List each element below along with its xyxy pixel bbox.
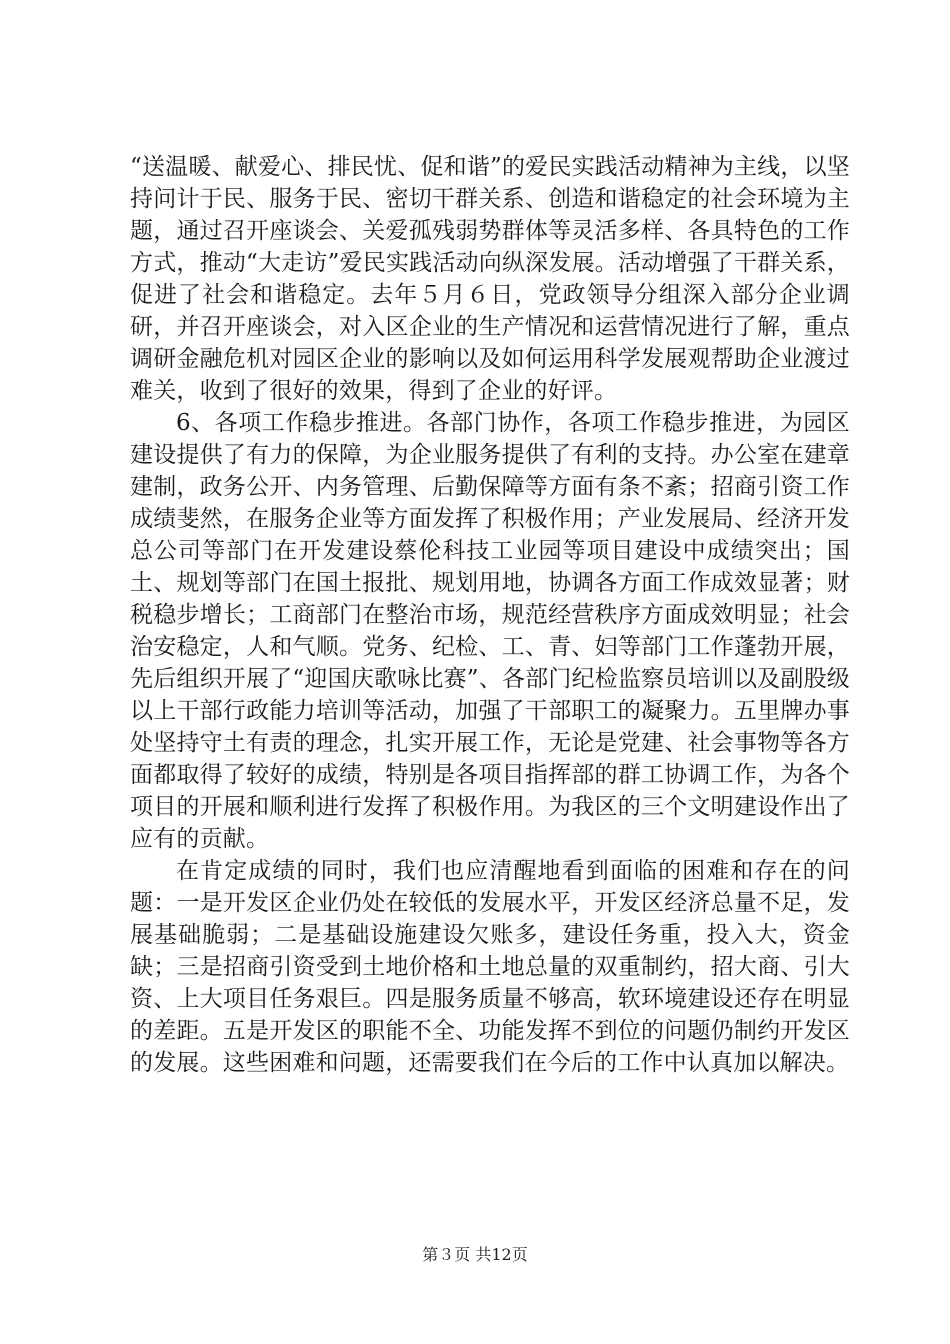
page-number-footer: 第３页 共12页: [422, 1245, 528, 1264]
paragraph-continuation: “送温暖、献爱心、排民忧、促和谐”的爱民实践活动精神为主线，以坚持问计于民、服务于民、密切干群关系、创造和谐稳定的社会环境为主题，通过召开座谈会、关爱孤残弱势群体等灵活多样、各具特色的工作方式，推动“大走访”爱民实践活动向纵深发展。活动增强了干群关系，促进了社会和谐稳定。去年５月６日，党政领导分组深入部分企业调研，并召开座谈会，对入区企业的生产情况和运营情况进行了解，重点调研金融危机对园区企业的影响以及如何运用科学发展观帮助企业渡过难关，收到了很好的效果，得到了企业的好评。: [130, 154, 850, 404]
document-body: [130, 151, 850, 1079]
paragraph-problems: 在肯定成绩的同时，我们也应清醒地看到面临的困难和存在的问题：一是开发区企业仍处在较低的发展水平，开发区经济总量不足，发展基础脆弱；二是基础设施建设欠账多，建设任务重，投入大，资金缺；三是招商引资受到土地价格和土地总量的双重制约，招大商、引大资、上大项目任务艰巨。四是服务质量不够高，软环境建设还存在明显的差距。五是开发区的职能不全、功能发挥不到位的问题仍制约开发区的发展。这些困难和问题，还需要我们在今后的工作中认真加以解决。: [130, 858, 850, 1076]
paragraph-work-progress: 6、各项工作稳步推进。各部门协作，各项工作稳步推进，为园区建设提供了有力的保障，为企业服务提供了有利的支持。办公室在建章建制，政务公开、内务管理、后勤保障等方面有条不紊；招商引资工作成绩斐然，在服务企业等方面发挥了积极作用；产业发展局、经济开发总公司等部门在开发建设蔡伦科技工业园等项目建设中成绩突出；国土、规划等部门在国土报批、规划用地，协调各方面工作成效显著；财税稳步增长；工商部门在整治市场，规范经营秩序方面成效明显；社会治安稳定，人和气顺。党务、纪检、工、青、妇等部门工作蓬勃开展，先后组织开展了“迎国庆歌咏比赛”、各部门纪检监察员培训以及副股级以上干部行政能力培训等活动，加强了干部职工的凝聚力。五里牌办事处坚持守土有责的理念，扎实开展工作，无论是党建、社会事物等各方面都取得了较好的成绩，特别是各项目指挥部的群工协调工作，为各个项目的开展和顺利进行发挥了积极作用。为我区的三个文明建设作出了应有的贡献。: [130, 410, 850, 852]
